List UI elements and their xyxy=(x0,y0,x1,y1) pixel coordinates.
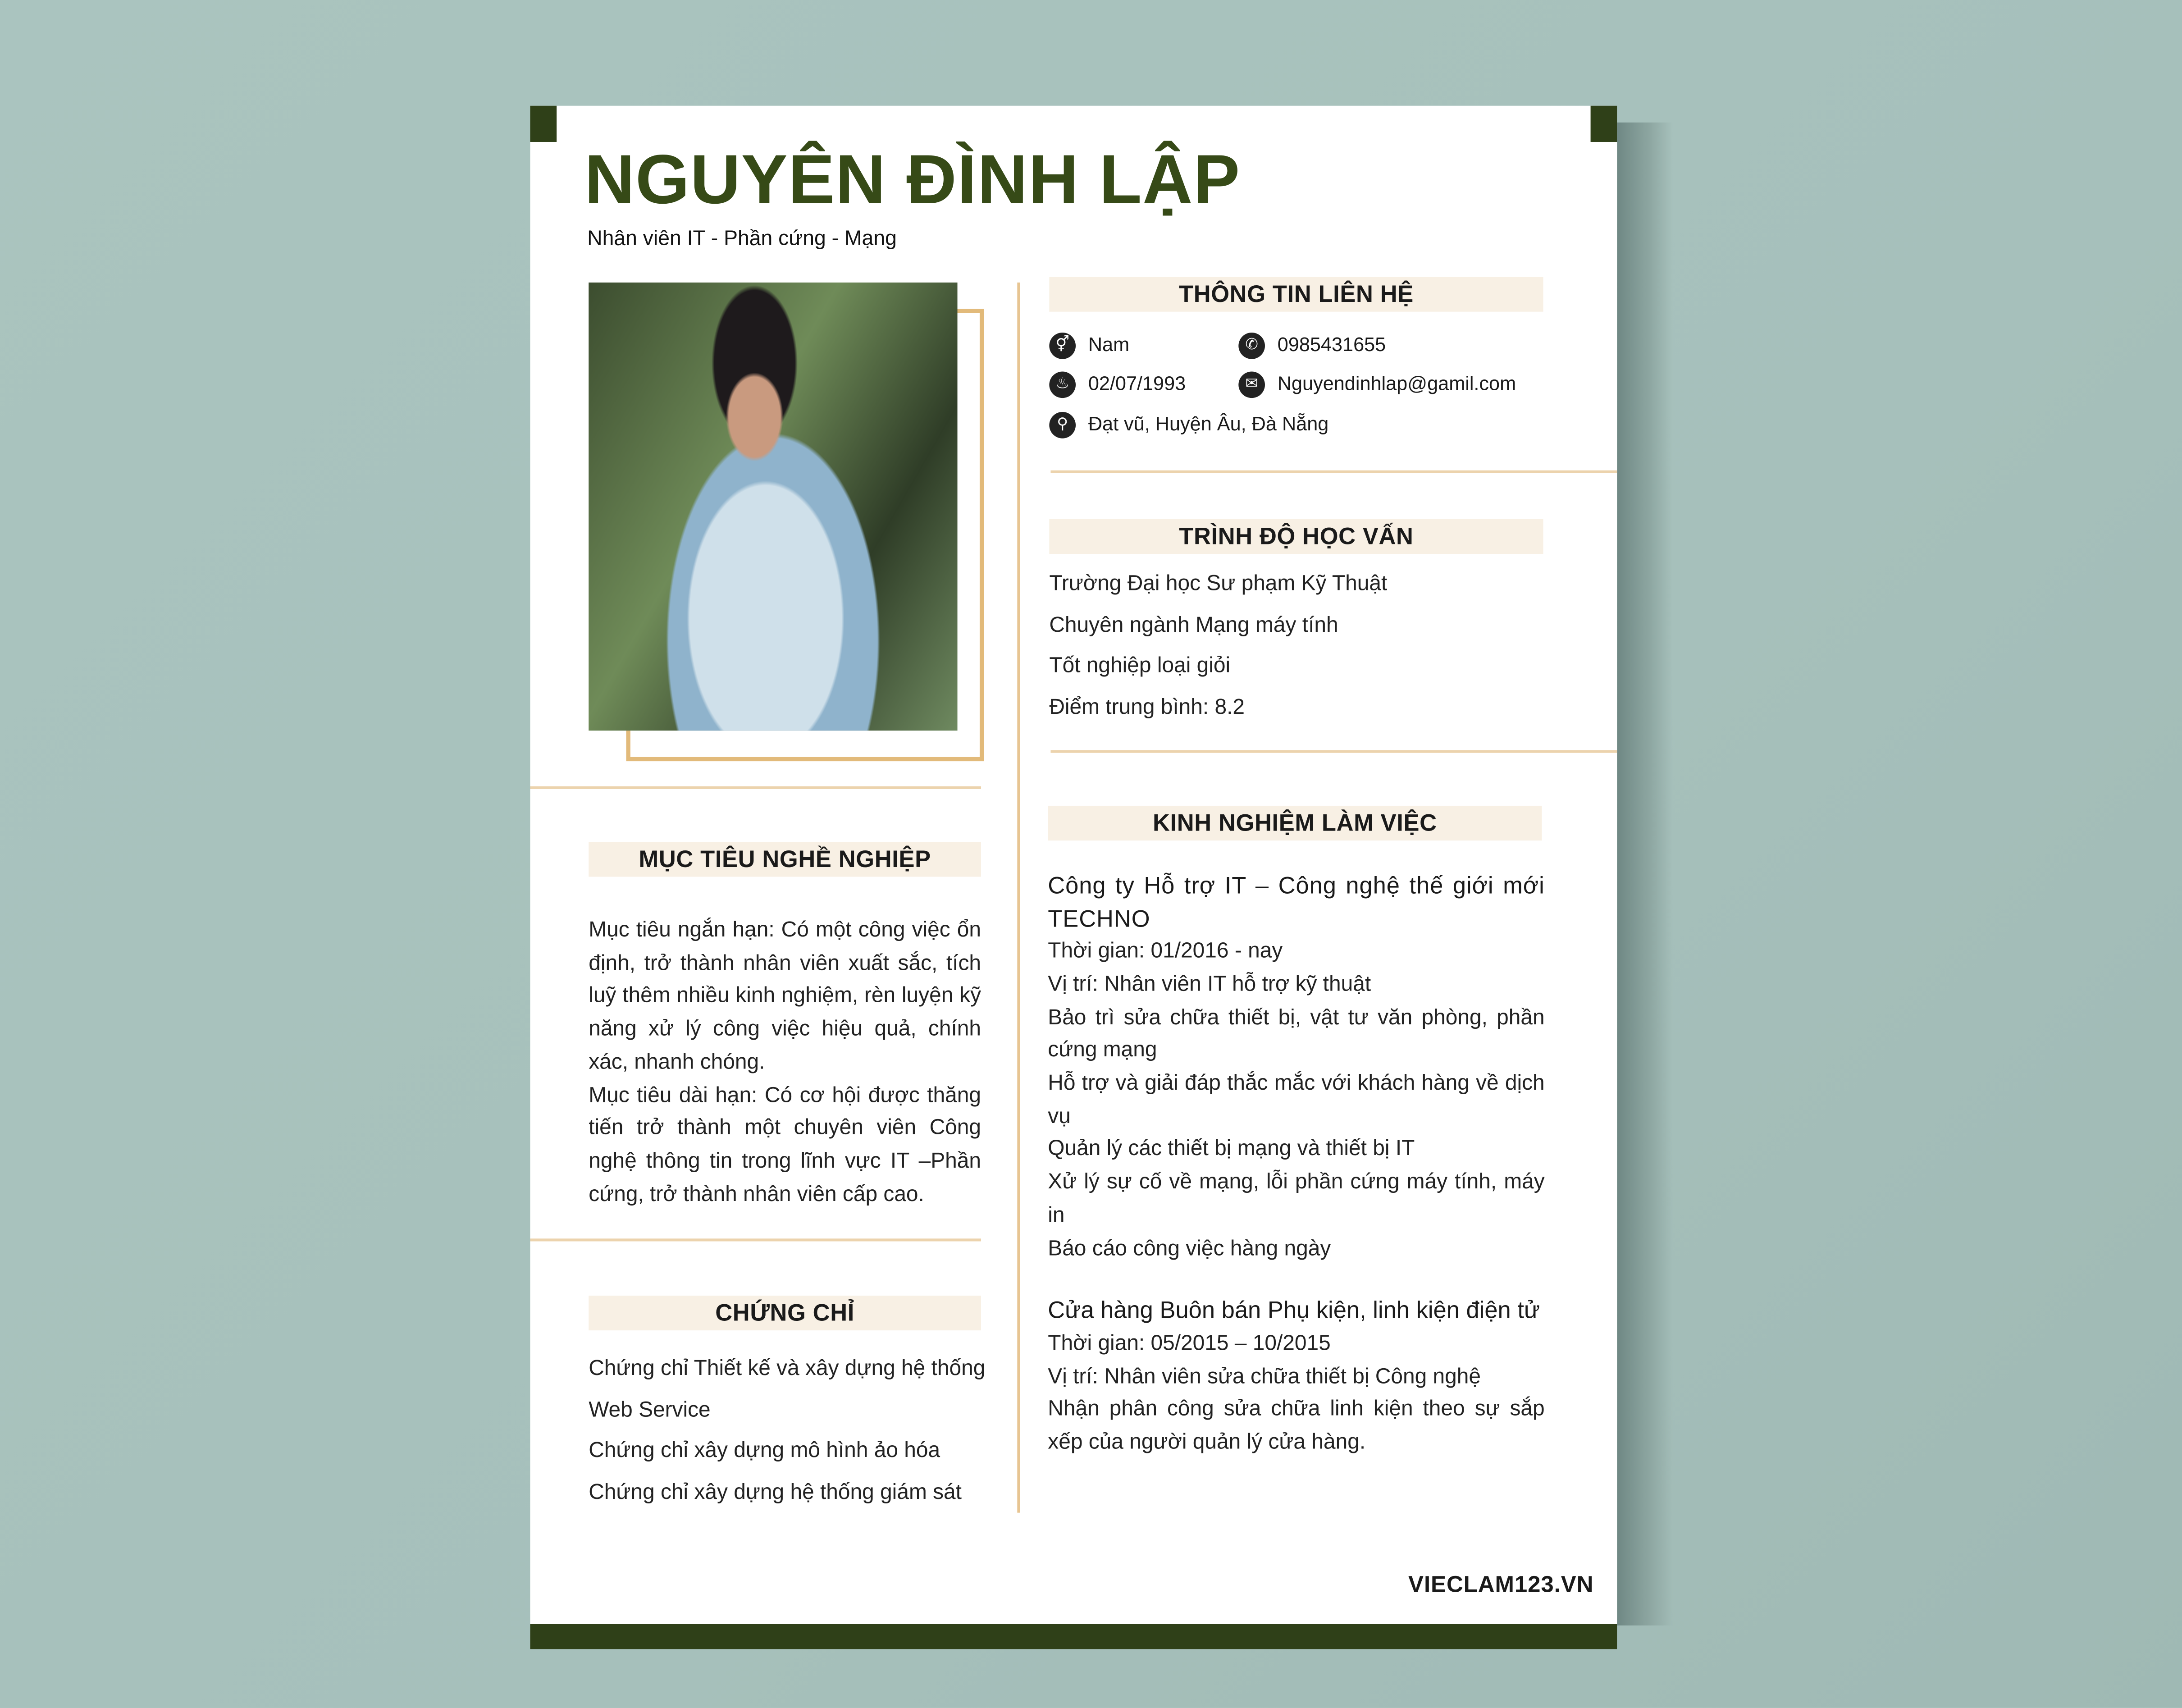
email-icon: ✉ xyxy=(1238,371,1265,398)
column-divider xyxy=(1017,283,1019,1513)
brand-logo: VIECLAM123.VN xyxy=(1408,1572,1594,1598)
job-position: Vị trí: Nhân viên sửa chữa thiết bị Công nghệ xyxy=(1048,1364,1481,1388)
corner-block-left xyxy=(530,106,557,142)
education-list xyxy=(1049,564,1550,729)
address-row xyxy=(1049,412,1328,438)
education-line: Tốt nghiệp loại giỏi xyxy=(1049,654,1231,679)
job-time: Thời gian: 01/2016 - nay xyxy=(1048,939,1283,964)
job-task: Bảo trì sửa chữa thiết bị, vật tư văn phòng, phần cứng mạng xyxy=(1048,1005,1545,1063)
phone-value: 0985431655 xyxy=(1277,333,1386,356)
education-line: Điểm trung bình: 8.2 xyxy=(1049,696,1245,720)
divider xyxy=(530,786,981,789)
objective-heading: MỤC TIÊU NGHỀ NGHIỆP xyxy=(589,842,981,877)
job-task: Quản lý các thiết bị mạng và thiết bị IT xyxy=(1048,1137,1415,1161)
job-company: Công ty Hỗ trợ IT – Công nghệ thế giới mới TECHNO xyxy=(1048,872,1545,932)
paper-shadow xyxy=(1617,123,1673,1626)
objective-long: Mục tiêu dài hạn: Có cơ hội được thăng tiến trở thành một chuyên viên Công nghệ thông tin trong lĩnh vực IT –Phần cứng, trở thành nhân viên cấp cao. xyxy=(589,1083,981,1206)
job-position: Vị trí: Nhân viên IT hỗ trợ kỹ thuật xyxy=(1048,973,1371,996)
certificates-heading: CHỨNG CHỈ xyxy=(589,1296,981,1330)
address-value: Đạt vũ, Huyện Âu, Đà Nẵng xyxy=(1088,412,1329,435)
objective-body xyxy=(589,914,981,1211)
job-task: Nhận phân công sửa chữa linh kiện theo sự sắp xếp của người quản lý cửa hàng. xyxy=(1048,1397,1545,1454)
gender-value: Nam xyxy=(1088,333,1130,356)
divider xyxy=(1050,750,1617,752)
corner-block-right xyxy=(1591,106,1617,142)
certificate-item: Chứng chỉ xây dựng hệ thống giám sát xyxy=(589,1480,962,1505)
experience-list xyxy=(1048,870,1544,1459)
divider xyxy=(530,1238,981,1241)
profile-photo xyxy=(589,283,957,731)
certificate-item: Chứng chỉ Thiết kế và xây dựng hệ thống Web Service xyxy=(589,1356,986,1422)
email-row xyxy=(1238,371,1516,398)
email-value: Nguyendinhlap@gamil.com xyxy=(1277,372,1516,394)
education-line: Chuyên ngành Mạng máy tính xyxy=(1049,613,1338,637)
objective-short: Mục tiêu ngắn hạn: Có một công việc ổn định, trở thành nhân viên xuất sắc, tích luỹ thêm nhiều kinh nghiệm, rèn luyện kỹ năng xử lý công việc hiệu quả, chính xác, nhanh chóng. xyxy=(589,918,981,1074)
contact-heading: THÔNG TIN LIÊN HỆ xyxy=(1049,277,1543,312)
candidate-name: NGUYÊN ĐÌNH LẬP xyxy=(584,140,1241,219)
job-task: Xử lý sự cố về mạng, lỗi phần cứng máy tính, máy in xyxy=(1048,1170,1545,1228)
gender-row xyxy=(1049,333,1129,359)
job-time: Thời gian: 05/2015 – 10/2015 xyxy=(1048,1331,1331,1356)
experience-heading: KINH NGHIỆM LÀM VIỆC xyxy=(1048,806,1542,840)
dob-value: 02/07/1993 xyxy=(1088,372,1186,394)
certificate-item: Chứng chỉ xây dựng mô hình ảo hóa xyxy=(589,1439,940,1463)
job-task: Hỗ trợ và giải đáp thắc mắc với khách hàng về dịch vụ xyxy=(1048,1071,1545,1128)
birthday-cake-icon: ♨ xyxy=(1049,371,1076,398)
education-line: Trường Đại học Sư phạm Kỹ Thuật xyxy=(1049,572,1388,596)
gender-icon: ⚥ xyxy=(1049,333,1076,359)
job-task: Báo cáo công việc hàng ngày xyxy=(1048,1236,1331,1260)
education-heading: TRÌNH ĐỘ HỌC VẤN xyxy=(1049,519,1543,554)
phone-icon: ✆ xyxy=(1238,333,1265,359)
dob-row xyxy=(1049,371,1186,398)
certificates-list xyxy=(589,1348,992,1514)
divider xyxy=(1050,470,1617,473)
location-icon: ⚲ xyxy=(1049,412,1076,438)
job-title: Nhân viên IT - Phần cứng - Mạng xyxy=(587,227,897,251)
phone-row xyxy=(1238,333,1386,359)
bottom-bar xyxy=(530,1624,1617,1649)
job-company: Cửa hàng Buôn bán Phụ kiện, linh kiện điện tử xyxy=(1048,1297,1540,1324)
